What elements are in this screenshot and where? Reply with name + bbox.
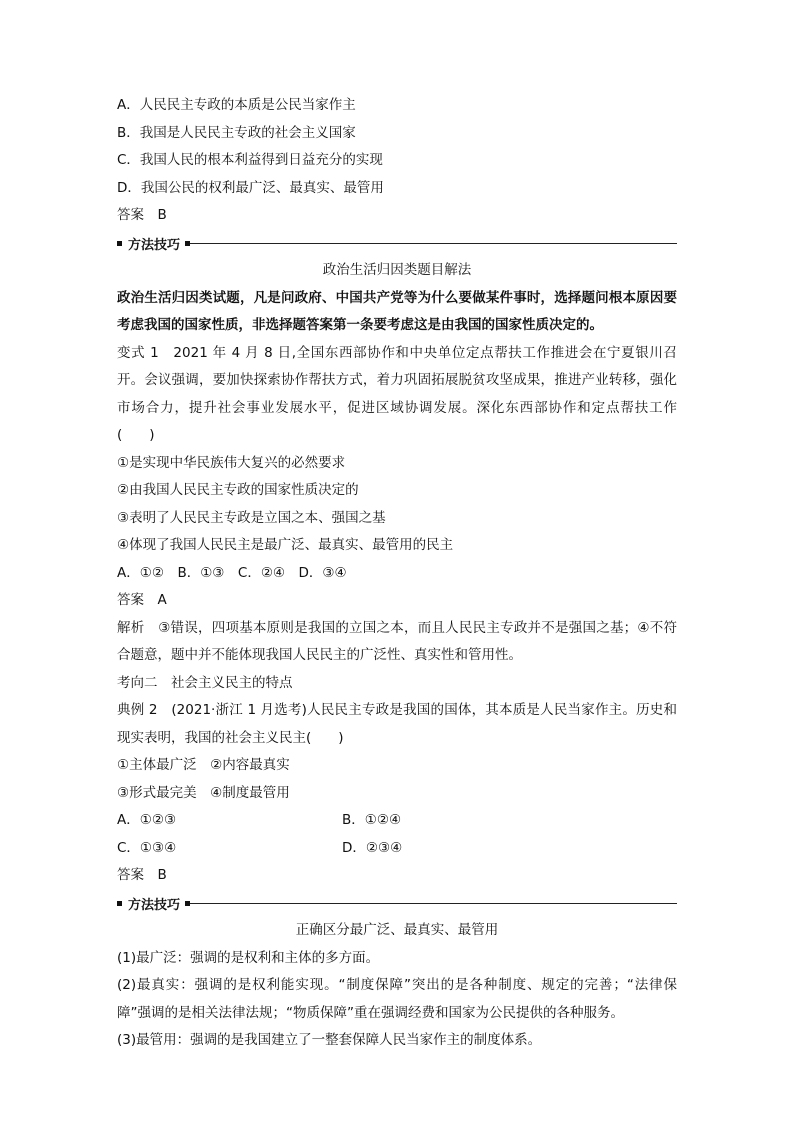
variant1-options: A．①② B．①③ C．②④ D．③④ bbox=[117, 564, 347, 581]
variant1-answer: 答案 A bbox=[117, 592, 167, 608]
method2-point-2: (2)最真实：强调的是权利能实现。“制度保障”突出的是各种制度、规定的完善；“法律保障”强调的是相关法律法规；“物质保障”重在强调经费和国家为公民提供的各种服务。 bbox=[117, 977, 677, 1021]
q1-option-b: B．我国是人民民主专政的社会主义国家 bbox=[117, 124, 356, 141]
q1-option-c: C．我国人民的根本利益得到日益充分的实现 bbox=[117, 152, 383, 168]
example2-options-row-1 bbox=[117, 807, 677, 835]
method-tips-bar-1 bbox=[117, 230, 677, 258]
variant1-item-3: ③表明了人民民主专政是立国之本、强国之基 bbox=[117, 509, 386, 526]
q1-option-d: D．我国公民的权利最广泛、最真实、最管用 bbox=[117, 179, 384, 196]
example2-option-a: A．①②③ bbox=[117, 812, 177, 828]
variant1-item-2: ②由我国人民民主专政的国家性质决定的 bbox=[117, 482, 359, 498]
example2-option-b: B．①②④ bbox=[342, 812, 402, 828]
method1-body: 政治生活归因类试题，凡是问政府、中国共产党等为什么要做某件事时，选择题问根本原因要考虑我国的国家性质，非选择题答案第一条要考虑这是由我国的国家性质决定的。 bbox=[117, 289, 677, 333]
variant1-analysis: 解析 ③错误，四项基本原则是我国的立国之本，而且人民民主专政并不是强国之基；④不符合题意，题中并不能体现我国人民民主的广泛性、真实性和管用性。 bbox=[117, 619, 677, 663]
method1-title: 政治生活归因类题目解法 bbox=[322, 262, 472, 278]
example2-items-row-1: ①主体最广泛 ②内容最真实 bbox=[117, 757, 290, 773]
bullet-square-icon bbox=[117, 901, 122, 906]
example2-options-row-2 bbox=[117, 835, 677, 863]
method-tips-label: 方法技巧 bbox=[128, 237, 181, 253]
variant1-item-1: ①是实现中华民族伟大复兴的必然要求 bbox=[117, 454, 346, 471]
example2-answer: 答案 B bbox=[117, 867, 167, 883]
variant1-stem: 变式 1 2021 年 4 月 8 日,全国东西部协作和中央单位定点帮扶工作推进会在宁夏银川召开。会议强调，要加快探索协作帮扶方式，着力巩固拓展脱贫攻坚成果，推进产业转移，强化市场合力，提升社会事业发展水平，促进区域协调发展。深化东西部协作和定点帮扶工作( ) bbox=[117, 344, 677, 443]
method2-point-3: (3)最管用：强调的是我国建立了一整套保障人民当家作主的制度体系。 bbox=[117, 1032, 542, 1048]
method-tips-bar-2 bbox=[117, 890, 677, 918]
method2-title: 正确区分最广泛、最真实、最管用 bbox=[295, 922, 499, 938]
q1-option-a: A．人民民主专政的本质是公民当家作主 bbox=[117, 97, 356, 113]
method-tips-label: 方法技巧 bbox=[128, 897, 181, 913]
example2-stem: 典例 2 (2021·浙江 1 月选考)人民民主专政是我国的国体，其本质是人民当家作主。历史和现实表明，我国的社会主义民主( ) bbox=[117, 702, 677, 746]
divider-rule bbox=[190, 243, 677, 244]
variant1-item-4: ④体现了我国人民民主是最广泛、最真实、最管用的民主 bbox=[117, 537, 454, 553]
example2-option-c: C．①③④ bbox=[117, 839, 177, 856]
document-page bbox=[117, 92, 677, 1055]
example2-option-d: D．②③④ bbox=[342, 839, 403, 856]
method2-point-1: (1)最广泛：强调的是权利和主体的多方面。 bbox=[117, 949, 380, 966]
divider-rule bbox=[190, 903, 677, 904]
bullet-square-icon bbox=[117, 241, 122, 246]
q1-answer: 答案 B bbox=[117, 207, 167, 223]
example2-items-row-2: ③形式最完美 ④制度最管用 bbox=[117, 784, 290, 801]
direction2-heading: 考向二 社会主义民主的特点 bbox=[117, 674, 293, 691]
